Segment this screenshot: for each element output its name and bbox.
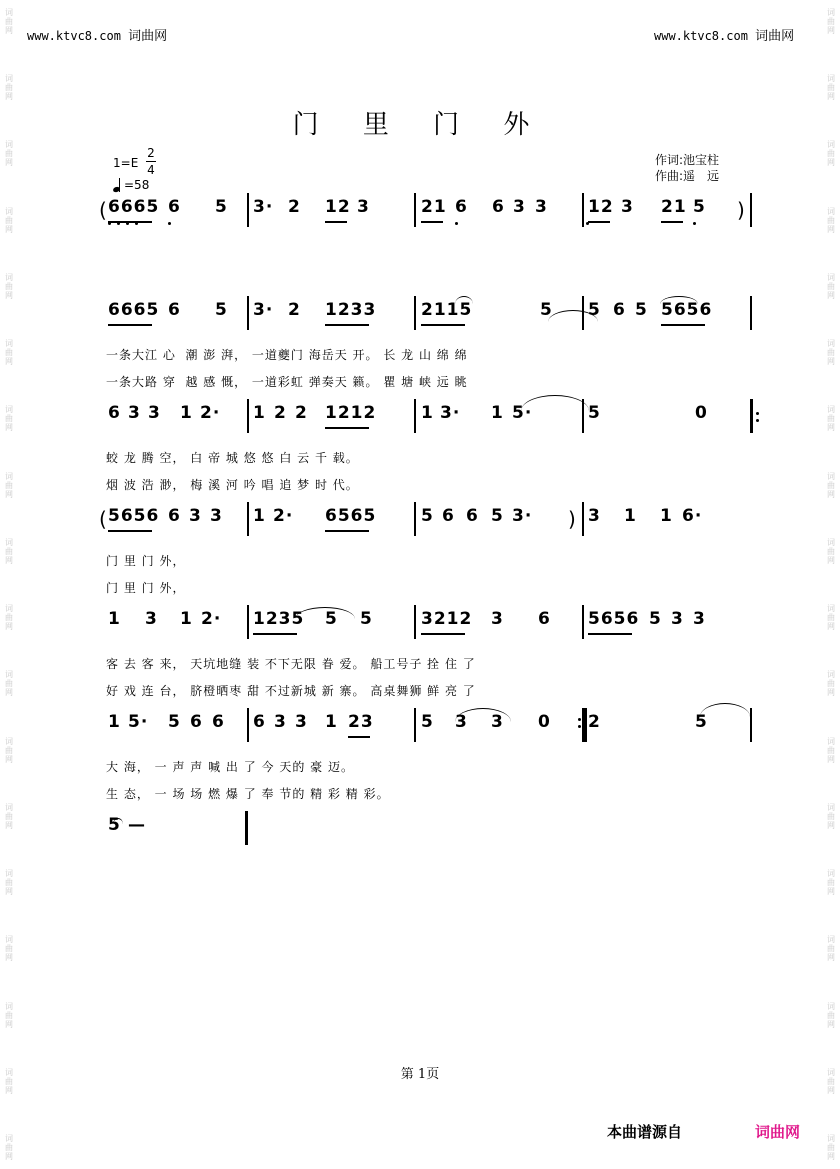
lyrics-verse-1: 门 里 门 外，: [106, 554, 186, 568]
slur-arc: [455, 296, 473, 304]
jianpu-note: 3212: [421, 609, 473, 629]
bar-line: [750, 708, 752, 742]
bar-line: [750, 296, 752, 330]
bar-line: [247, 193, 249, 227]
lyrics-verse-2: 生 态， 一 场 场 燃 爆 了 奉 节的 精 彩 精 彩。: [106, 787, 390, 801]
beam-underline: [421, 633, 465, 635]
beam-underline: [421, 324, 465, 326]
jianpu-note: 1: [253, 506, 266, 526]
composer: 作曲:遥 远: [655, 169, 720, 183]
jianpu-note: 3: [491, 609, 504, 629]
jianpu-note: 5: [540, 300, 553, 320]
bar-line: [414, 399, 416, 433]
key-signature: 1=E: [113, 156, 139, 170]
jianpu-note: 1235: [253, 609, 305, 629]
jianpu-note: 6: [168, 506, 181, 526]
watermark-text: 词曲网: [4, 935, 14, 963]
lyrics-verse-1: 客 去 客 来， 天坑地缝 装 不下无限 眷 爱。 船工号子 拴 住 了: [106, 657, 476, 671]
jianpu-note: 1: [108, 609, 121, 629]
slur-arc: [455, 708, 511, 722]
bar-line: [247, 605, 249, 639]
jianpu-note: 5: [421, 712, 434, 732]
close-paren: ): [568, 507, 576, 531]
jianpu-note: 5: [168, 712, 181, 732]
watermark-text: 词曲网: [826, 802, 836, 830]
jianpu-note: 2: [288, 300, 301, 320]
header-right: [654, 25, 794, 44]
jianpu-note: 5: [325, 609, 338, 629]
open-paren: (: [99, 507, 107, 531]
watermark-text: 词曲网: [4, 670, 14, 698]
jianpu-note: 5656: [588, 609, 640, 629]
jianpu-note: 3: [491, 712, 504, 732]
jianpu-note: 12: [588, 197, 614, 217]
header-right-site: 词曲网: [755, 29, 795, 44]
beam-underline: [588, 633, 632, 635]
jianpu-note: 5: [649, 609, 662, 629]
left-watermark-strip: [0, 0, 18, 1169]
jianpu-note: 5: [693, 197, 706, 217]
jianpu-note: 1: [180, 609, 193, 629]
low-octave-dot: [135, 222, 138, 225]
bar-line: [582, 193, 584, 227]
jianpu-note: 6: [168, 300, 181, 320]
jianpu-note: 3: [357, 197, 370, 217]
low-octave-dot: [108, 222, 111, 225]
bar-line: [750, 193, 752, 227]
watermark-text: 词曲网: [4, 140, 14, 168]
jianpu-note: 6: [212, 712, 225, 732]
jianpu-note: 1233: [325, 300, 377, 320]
jianpu-note: 12: [325, 197, 351, 217]
lyrics-verse-1: 大 海， 一 声 声 喊 出 了 今 天的 豪 迈。: [106, 760, 354, 774]
repeat-dots: [756, 408, 760, 426]
bar-line: [414, 296, 416, 330]
jianpu-note: 6: [492, 197, 505, 217]
jianpu-note: 2·: [273, 506, 294, 526]
beam-underline: [108, 324, 152, 326]
jianpu-note: 6: [190, 712, 203, 732]
jianpu-note: 1: [491, 403, 504, 423]
jianpu-note: 3: [693, 609, 706, 629]
source-site[interactable]: 词曲网: [755, 1123, 801, 1141]
bar-line: [247, 296, 249, 330]
watermark-text: 词曲网: [826, 1001, 836, 1029]
jianpu-note: 6: [455, 197, 468, 217]
low-octave-dot: [693, 222, 696, 225]
watermark-text: 词曲网: [4, 8, 14, 35]
jianpu-note: 3: [513, 197, 526, 217]
watermark-text: 词曲网: [4, 1067, 14, 1095]
jianpu-note: 3: [535, 197, 548, 217]
header-left-site: 词曲网: [128, 29, 168, 44]
lyrics-verse-2: 门 里 门 外，: [106, 581, 186, 595]
lyrics-verse-2: 一条大路 穿 越 感 慨， 一道彩虹 弹奏天 籁。 瞿 塘 峡 远 眺: [106, 375, 468, 389]
jianpu-note: 3: [295, 712, 308, 732]
jianpu-note: 3: [588, 506, 601, 526]
lyrics-verse-1: 一条大江 心 潮 澎 湃， 一道夔门 海岳天 开。 长 龙 山 绵 绵: [106, 348, 468, 362]
watermark-text: 词曲网: [826, 74, 836, 102]
jianpu-note: 5: [491, 506, 504, 526]
lyrics-verse-2: 烟 波 浩 渺， 梅 溪 河 吟 唱 追 梦 时 代。: [106, 478, 359, 492]
watermark-text: 词曲网: [4, 736, 14, 764]
watermark-text: 词曲网: [4, 802, 14, 830]
jianpu-note: 2115: [421, 300, 473, 320]
watermark-text: 词曲网: [4, 1133, 14, 1161]
jianpu-note: 6: [168, 197, 181, 217]
jianpu-note: 6: [108, 403, 121, 423]
header-right-url[interactable]: www.ktvc8.com: [654, 29, 748, 43]
tempo-mark: [113, 178, 149, 192]
jianpu-note: 3: [455, 712, 468, 732]
beam-underline: [348, 736, 370, 738]
meter-bottom: 4: [147, 163, 155, 177]
beam-underline: [325, 324, 369, 326]
watermark-text: 词曲网: [4, 272, 14, 300]
bar-line: [247, 502, 249, 536]
jianpu-note: 3·: [253, 197, 274, 217]
song-title: 门 里 门 外: [292, 110, 548, 140]
jianpu-note: 1: [660, 506, 673, 526]
jianpu-note: 5: [215, 197, 228, 217]
bar-line: [247, 399, 249, 433]
slur-arc: [700, 703, 750, 717]
jianpu-note: 1: [108, 712, 121, 732]
repeat-start-thick: [584, 708, 587, 742]
repeat-end-thick: [750, 399, 753, 433]
jianpu-note: 5: [588, 300, 601, 320]
repeat-dots: [578, 714, 582, 732]
header-left-url[interactable]: www.ktvc8.com: [27, 29, 121, 43]
source-label: 本曲谱源自: [607, 1123, 683, 1141]
jianpu-note: 2: [288, 197, 301, 217]
jianpu-note: 23: [348, 712, 374, 732]
low-octave-dot: [117, 222, 120, 225]
low-octave-dot: [168, 222, 171, 225]
jianpu-note: 5656: [108, 506, 160, 526]
watermark-text: 词曲网: [4, 339, 14, 367]
watermark-text: 词曲网: [4, 471, 14, 499]
lyrics-verse-1: 蛟 龙 腾 空， 白 帝 城 悠 悠 白 云 千 载。: [106, 451, 359, 465]
jianpu-note: 6: [466, 506, 479, 526]
jianpu-note: 6: [253, 712, 266, 732]
jianpu-note: 1: [325, 712, 338, 732]
watermark-text: 词曲网: [826, 935, 836, 963]
meter-top: 2: [147, 146, 155, 160]
beam-underline: [253, 633, 297, 635]
bar-line: [582, 605, 584, 639]
jianpu-note: 2·: [200, 403, 221, 423]
jianpu-note: 3: [671, 609, 684, 629]
watermark-text: 词曲网: [826, 1133, 836, 1161]
bar-line: [414, 708, 416, 742]
jianpu-note: 5·: [512, 403, 533, 423]
jianpu-note: 3: [210, 506, 223, 526]
watermark-text: 词曲网: [4, 537, 14, 565]
bar-line: [582, 502, 584, 536]
jianpu-note: 5656: [661, 300, 713, 320]
watermark-text: 词曲网: [826, 405, 836, 433]
jianpu-note: 3: [621, 197, 634, 217]
open-paren: (: [99, 198, 107, 222]
jianpu-note: 5·: [128, 712, 149, 732]
jianpu-note: 6·: [682, 506, 703, 526]
watermark-text: 词曲网: [4, 1001, 14, 1029]
jianpu-note: 5: [695, 712, 708, 732]
credits: [655, 152, 719, 184]
jianpu-note: 3·: [440, 403, 461, 423]
final-barline: [245, 811, 248, 845]
jianpu-note: 5: [635, 300, 648, 320]
watermark-text: 词曲网: [826, 8, 836, 35]
watermark-text: 词曲网: [4, 604, 14, 632]
watermark-text: 词曲网: [4, 74, 14, 102]
jianpu-note: 5: [421, 506, 434, 526]
jianpu-note: 6: [538, 609, 551, 629]
jianpu-note: 3: [145, 609, 158, 629]
jianpu-note: 2: [274, 403, 287, 423]
jianpu-note: 5: [360, 609, 373, 629]
bar-line: [247, 708, 249, 742]
jianpu-note: 21: [661, 197, 687, 217]
jianpu-note: 5: [215, 300, 228, 320]
watermark-text: 词曲网: [4, 405, 14, 433]
jianpu-note: 6: [613, 300, 626, 320]
watermark-text: 词曲网: [826, 736, 836, 764]
jianpu-note: 0: [538, 712, 551, 732]
jianpu-note: 3: [148, 403, 161, 423]
watermark-text: 词曲网: [826, 272, 836, 300]
close-paren: ): [737, 198, 745, 222]
watermark-text: 词曲网: [826, 206, 836, 234]
jianpu-note: 21: [421, 197, 447, 217]
beam-underline: [421, 221, 443, 223]
beam-underline: [325, 427, 369, 429]
bar-line: [414, 193, 416, 227]
low-octave-dot: [455, 222, 458, 225]
page-number: 第 1页: [400, 1067, 440, 1082]
watermark-text: 词曲网: [826, 537, 836, 565]
header-left: [27, 25, 167, 44]
jianpu-note: 6: [442, 506, 455, 526]
jianpu-note: 0: [695, 403, 708, 423]
lyrics-verse-2: 好 戏 连 台， 脐橙晒枣 甜 不过新城 新 寨。 高桌舞狮 鲜 亮 了: [106, 684, 476, 698]
jianpu-note: 2·: [201, 609, 222, 629]
jianpu-note: 3·: [512, 506, 533, 526]
jianpu-note: 5: [588, 403, 601, 423]
watermark-text: 词曲网: [826, 339, 836, 367]
bar-line: [414, 605, 416, 639]
jianpu-note: 3: [189, 506, 202, 526]
beam-underline: [325, 221, 347, 223]
watermark-text: 词曲网: [826, 604, 836, 632]
low-octave-dot: [586, 222, 589, 225]
jianpu-note: 3: [128, 403, 141, 423]
watermark-text: 词曲网: [4, 869, 14, 897]
jianpu-note: 1: [624, 506, 637, 526]
time-signature: [146, 146, 156, 177]
jianpu-note: 2: [295, 403, 308, 423]
slur-arc: [113, 818, 123, 824]
watermark-text: 词曲网: [826, 869, 836, 897]
watermark-text: 词曲网: [826, 140, 836, 168]
jianpu-note: 3: [274, 712, 287, 732]
beam-underline: [661, 221, 683, 223]
tempo-value: =58: [124, 178, 150, 192]
jianpu-note: —: [128, 815, 146, 835]
jianpu-note: 1: [253, 403, 266, 423]
jianpu-note: 1: [421, 403, 434, 423]
slur-arc: [660, 296, 698, 304]
watermark-text: 词曲网: [826, 670, 836, 698]
lyricist: 作词:池宝柱: [655, 153, 720, 167]
jianpu-note: 3·: [253, 300, 274, 320]
jianpu-note: 2: [588, 712, 601, 732]
beam-underline: [588, 221, 610, 223]
watermark-text: 词曲网: [826, 471, 836, 499]
beam-underline: [325, 530, 369, 532]
jianpu-note: 1212: [325, 403, 377, 423]
jianpu-note: 6665: [108, 300, 160, 320]
jianpu-note: 5: [108, 815, 121, 835]
jianpu-note: 6565: [325, 506, 377, 526]
jianpu-note: 1: [180, 403, 193, 423]
slur-arc: [521, 395, 589, 411]
beam-underline: [661, 324, 705, 326]
beam-underline: [108, 530, 152, 532]
watermark-text: 词曲网: [826, 1067, 836, 1095]
low-octave-dot: [126, 222, 129, 225]
beam-underline: [108, 221, 152, 223]
bar-line: [414, 502, 416, 536]
jianpu-note: 6665: [108, 197, 160, 217]
right-watermark-strip: [822, 0, 840, 1169]
watermark-text: 词曲网: [4, 206, 14, 234]
